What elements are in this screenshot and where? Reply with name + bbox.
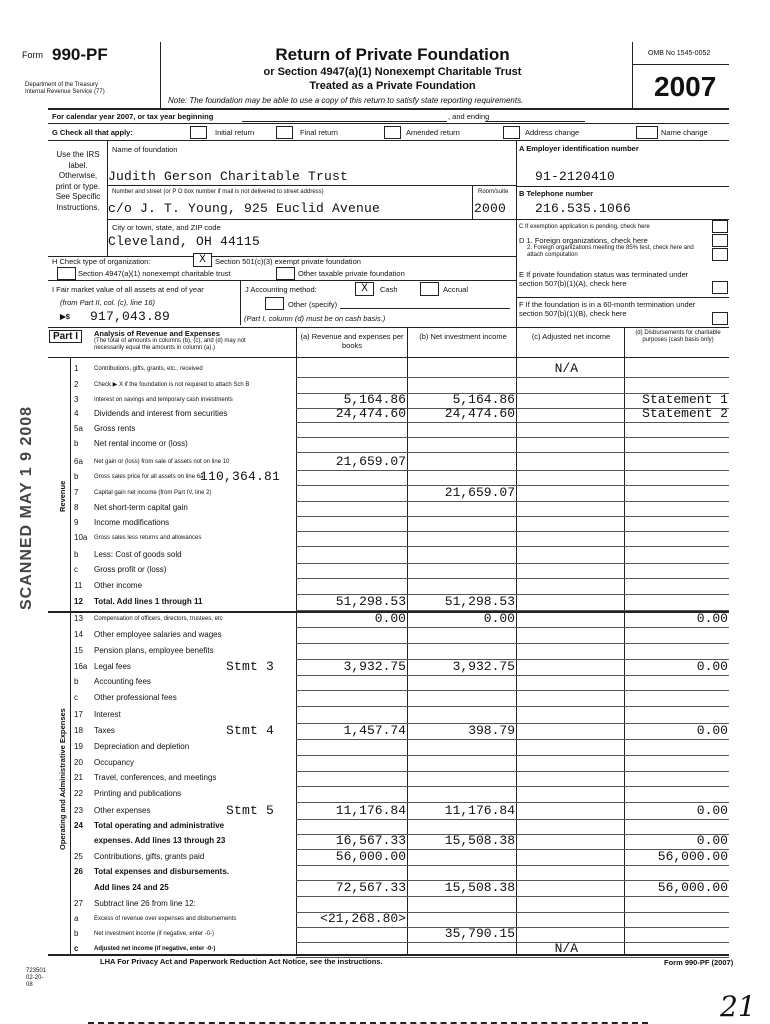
foundation-name: Judith Gerson Charitable Trust <box>108 169 349 184</box>
row-number: 1 <box>74 364 79 373</box>
row-number: 16a <box>74 662 88 671</box>
row-label: Depreciation and depletion <box>94 742 190 751</box>
d2-label: 2. Foreign organizations meeting the 85% test, check here and attach computation <box>527 245 694 258</box>
col-a-value: 24,474.60 <box>335 406 406 421</box>
row-number: 12 <box>74 597 83 606</box>
row-label: Compensation of officers, directors, trustees, etc <box>94 616 223 622</box>
col-a-value: 5,164.86 <box>343 392 406 407</box>
statement-ref: Stmt 3 <box>226 659 275 674</box>
form-number: 990-PF <box>52 45 108 64</box>
other-method-checkbox[interactable] <box>265 297 284 310</box>
col-a-header: (a) Revenue and expenses per books <box>300 332 404 350</box>
row-label: Other employee salaries and wages <box>94 630 222 639</box>
row-label: Gross sales less returns and allowances <box>94 535 202 541</box>
fmv-value: 917,043.89 <box>90 309 171 324</box>
row-label: Taxes <box>94 726 115 735</box>
cash-basis-note: (Part I, column (d) must be on cash basis.) <box>244 314 386 323</box>
row-number: 22 <box>74 789 83 798</box>
row-label: Accounting fees <box>94 677 151 686</box>
col-b-value: 24,474.60 <box>444 406 515 421</box>
col-d-value: 56,000.00 <box>657 849 728 864</box>
scanned-stamp: SCANNED MAY 1 9 2008 <box>18 405 35 610</box>
col-c-value: N/A <box>554 361 578 376</box>
row-label: Total operating and administrative <box>94 821 225 830</box>
row-label: Other expenses <box>94 806 151 815</box>
col-a-value: 51,298.53 <box>335 594 406 609</box>
row-divider <box>296 690 729 691</box>
row-label: Contributions, gifts, grants, etc., received <box>94 366 203 372</box>
j-label: J Accounting method: <box>245 285 317 294</box>
row-label: Net investment income (if negative, enter -0-) <box>94 931 215 937</box>
i-label: I Fair market value of all assets at end of year <box>52 285 204 294</box>
calendar-year-line: For calendar year 2007, or tax year beginning <box>52 112 214 121</box>
col-b-header: (b) Net investment income <box>419 332 507 341</box>
expenses-side-label: Operating and Administrative Expenses <box>58 708 67 850</box>
col-d-value: 0.00 <box>696 659 728 674</box>
col-d-value: Statement 2 <box>642 406 728 421</box>
row-number: a <box>74 914 79 923</box>
city-label: City or town, state, and ZIP code <box>112 223 221 232</box>
col-b-value: 0.00 <box>483 611 515 626</box>
c-checkbox[interactable] <box>712 220 728 233</box>
row-divider <box>296 643 729 644</box>
and-ending: , and ending <box>448 112 490 121</box>
row-number: 14 <box>74 630 83 639</box>
col-b-value: 15,508.38 <box>444 880 515 895</box>
ein-label: A Employer identification number <box>519 144 639 153</box>
row-number: 4 <box>74 409 79 418</box>
row-number: b <box>74 550 79 559</box>
form-title: Return of Private Foundation <box>275 45 510 64</box>
col-b-value: 51,298.53 <box>444 594 515 609</box>
room-suite: 2000 <box>474 201 507 216</box>
row-divider <box>296 501 729 502</box>
form-note: Note: The foundation may be able to use a copy of this return to satisfy state reporting requirements. <box>168 96 524 105</box>
row-number: 7 <box>74 488 79 497</box>
row-divider <box>296 546 729 547</box>
final-return-label: Final return <box>300 128 338 137</box>
col-d-header: (d) Disbursements for charitable purposes (cash basis only) <box>635 330 721 343</box>
row-label: Gross profit or (loss) <box>94 565 167 574</box>
row-label: Printing and publications <box>94 789 182 798</box>
row-number: c <box>74 944 79 953</box>
amended-return-checkbox[interactable] <box>384 126 401 139</box>
row-label: Net short-term capital gain <box>94 503 188 512</box>
col-b-value: 35,790.15 <box>444 926 515 941</box>
h-other-label: Other taxable private foundation <box>298 269 405 278</box>
name-of-foundation-label: Name of foundation <box>112 145 178 154</box>
phone-label: B Telephone number <box>519 189 594 198</box>
row-number: 19 <box>74 742 83 751</box>
row-divider <box>296 452 729 453</box>
statement-ref: Stmt 4 <box>226 723 275 738</box>
col-b-value: 11,176.84 <box>444 803 515 818</box>
e-label: E If private foundation status was terminated under section 507(b)(1)(A), check here <box>519 270 689 288</box>
row-number: 3 <box>74 395 79 404</box>
room-suite-label: Room/suite <box>478 189 509 195</box>
row-label: expenses. Add lines 13 through 23 <box>94 836 226 845</box>
f-checkbox[interactable] <box>712 312 728 325</box>
row-label: Gross rents <box>94 424 136 433</box>
row-divider <box>296 675 729 676</box>
accrual-label: Accrual <box>443 285 469 294</box>
row-divider <box>296 771 729 772</box>
form-code: 723501 02-20-08 <box>26 968 47 988</box>
row-label: Subtract line 26 from line 12: <box>94 899 196 908</box>
row-label: Less: Cost of goods sold <box>94 550 182 559</box>
row-number: 2 <box>74 380 79 389</box>
dept-line1: Department of the Treasury <box>25 82 99 88</box>
row-number: 18 <box>74 726 83 735</box>
col-b-value: 398.79 <box>468 723 515 738</box>
col-c-header: (c) Adjusted net income <box>531 332 611 341</box>
col-d-value: 0.00 <box>696 723 728 738</box>
row-number: 23 <box>74 806 83 815</box>
row-label: Other income <box>94 581 143 590</box>
col-b-value: 21,659.07 <box>444 485 515 500</box>
initial-return-label: Initial return <box>215 128 255 137</box>
h-4947-label: Section 4947(a)(1) nonexempt charitable trust <box>78 269 231 278</box>
statement-ref: Stmt 5 <box>226 803 275 818</box>
accrual-checkbox[interactable] <box>420 282 439 296</box>
row-number: 20 <box>74 758 83 767</box>
row-divider <box>296 578 729 579</box>
row-divider <box>296 755 729 756</box>
row-label: Legal fees <box>94 662 131 671</box>
row-number: 5a <box>74 424 83 433</box>
row-label: Check ▶ X if the foundation is not required to attach Sch B <box>94 382 250 388</box>
row-divider <box>296 819 729 820</box>
h-501c3-label: Section 501(c)(3) exempt private foundation <box>215 257 361 266</box>
row-number: 24 <box>74 821 83 830</box>
city-state-zip: Cleveland, OH 44115 <box>108 234 261 249</box>
col-c-value: N/A <box>554 941 578 956</box>
row-label: Interest <box>94 710 121 719</box>
col-a-value: 21,659.07 <box>335 454 406 469</box>
address-change-checkbox[interactable] <box>503 126 520 139</box>
row-divider <box>296 422 729 423</box>
form-subtitle2: Treated as a Private Foundation <box>309 80 476 92</box>
form-footer: Form 990-PF (2007) <box>664 958 734 967</box>
row-label: Net rental income or (loss) <box>94 439 188 448</box>
row-number: 26 <box>74 867 83 876</box>
cash-label: Cash <box>380 285 398 294</box>
gross-sales-value: 110,364.81 <box>200 469 281 484</box>
analysis-title: Analysis of Revenue and Expenses <box>94 329 220 338</box>
row-divider <box>296 865 729 866</box>
row-number: c <box>74 693 78 702</box>
col-d-value: 0.00 <box>696 611 728 626</box>
final-return-checkbox[interactable] <box>276 126 293 139</box>
row-label: Add lines 24 and 25 <box>94 883 169 892</box>
row-number: 9 <box>74 518 79 527</box>
col-a-value: 72,567.33 <box>335 880 406 895</box>
h-4947-checkbox[interactable] <box>57 267 76 280</box>
row-label: Occupancy <box>94 758 135 767</box>
row-label: Total expenses and disbursements. <box>94 867 230 876</box>
row-divider <box>296 896 729 897</box>
row-number: 15 <box>74 646 83 655</box>
row-label: Adjusted net income (if negative, enter -0-) <box>94 946 216 952</box>
ein-value: 91-2120410 <box>535 169 616 184</box>
col-b-value: 3,932.75 <box>452 659 515 674</box>
row-divider <box>296 563 729 564</box>
revenue-side-label: Revenue <box>58 480 67 512</box>
col-b-value: 5,164.86 <box>452 392 515 407</box>
row-number: 17 <box>74 710 83 719</box>
row-number: 21 <box>74 773 83 782</box>
i-dollar: ▶$ <box>60 312 70 321</box>
d1-label: D 1. Foreign organizations, check here <box>519 236 648 245</box>
analysis-note: (The total of amounts in columns (b), (c), and (d) may not necessarily equal the amounts in column (a).) <box>94 338 246 351</box>
col-b-value: 15,508.38 <box>444 833 515 848</box>
row-label: Capital gain net income (from Part IV, line 2) <box>94 490 212 496</box>
row-divider <box>296 531 729 532</box>
row-divider <box>296 470 729 471</box>
row-label: Net gain or (loss) from sale of assets not on line 10 <box>94 459 230 465</box>
row-divider <box>296 942 729 943</box>
use-irs-label: Use the IRS label. Otherwise, print or type. See Specific Instructions. <box>55 150 101 212</box>
h-other-checkbox[interactable] <box>276 267 295 280</box>
name-change-label: Name change <box>661 128 708 137</box>
f-label: F If the foundation is in a 60-month termination under section 507(b)(1)(B), check here <box>519 300 696 318</box>
part1-label: Part I <box>49 330 82 343</box>
row-label: Dividends and interest from securities <box>94 409 228 418</box>
handwritten-page-number: 21 <box>720 990 756 1023</box>
lha-line: LHA For Privacy Act and Paperwork Reduction Act Notice, see the instructions. <box>100 957 383 966</box>
row-label: Excess of revenue over expenses and disbursements <box>94 916 237 922</box>
street-address: c/o J. T. Young, 925 Euclid Avenue <box>108 201 381 216</box>
row-divider <box>296 516 729 517</box>
row-label: Gross sales price for all assets on line 6a <box>94 474 204 480</box>
col-d-value: 0.00 <box>696 833 728 848</box>
d2-checkbox[interactable] <box>712 248 728 261</box>
row-divider <box>296 706 729 707</box>
col-a-value: 11,176.84 <box>335 803 406 818</box>
row-label: Other professional fees <box>94 693 177 702</box>
dept-line2: Internal Revenue Service (77) <box>25 89 105 95</box>
row-number: c <box>74 565 78 574</box>
row-number: 27 <box>74 899 83 908</box>
name-change-checkbox[interactable] <box>636 126 658 139</box>
row-label: Travel, conferences, and meetings <box>94 773 217 782</box>
row-number: b <box>74 677 79 686</box>
address-change-label: Address change <box>525 128 580 137</box>
row-number: b <box>74 472 79 481</box>
e-checkbox[interactable] <box>712 281 728 294</box>
cash-checkbox[interactable]: X <box>355 282 374 296</box>
row-divider <box>296 786 729 787</box>
street-label: Number and street (or P O box number if mail is not delivered to street address) <box>112 189 324 195</box>
col-a-value: 0.00 <box>374 611 406 626</box>
row-divider <box>296 739 729 740</box>
row-label: Total. Add lines 1 through 11 <box>94 597 203 606</box>
h-501c3-checkbox[interactable]: X <box>193 253 212 267</box>
col-d-value: 0.00 <box>696 803 728 818</box>
row-divider <box>296 437 729 438</box>
phone-value: 216.535.1066 <box>535 201 632 216</box>
amended-return-label: Amended return <box>406 128 460 137</box>
row-number: 25 <box>74 852 83 861</box>
h-label: H Check type of organization: <box>52 257 151 266</box>
row-divider <box>296 627 729 628</box>
col-a-value: <21,268.80> <box>320 911 406 926</box>
row-label: Contributions, gifts, grants paid <box>94 852 205 861</box>
form-prefix: Form <box>22 50 43 60</box>
d1-checkbox[interactable] <box>712 234 728 247</box>
row-label: Income modifications <box>94 518 170 527</box>
row-number: b <box>74 929 79 938</box>
col-a-value: 56,000.00 <box>335 849 406 864</box>
col-a-value: 3,932.75 <box>343 659 406 674</box>
row-number: 11 <box>74 581 83 590</box>
i-from: (from Part II, col. (c), line 16) <box>60 298 156 307</box>
row-label: Pension plans, employee benefits <box>94 646 214 655</box>
row-number: 13 <box>74 614 83 623</box>
other-method-label: Other (specify) <box>288 300 338 309</box>
row-label: Interest on savings and temporary cash investments <box>94 397 233 403</box>
tax-year: 2007 <box>654 71 717 102</box>
check-g-label: G Check all that apply: <box>52 128 133 137</box>
col-a-value: 16,567.33 <box>335 833 406 848</box>
c-label: C If exemption application is pending, check here <box>519 224 650 230</box>
row-number: 6a <box>74 457 83 466</box>
col-d-value: Statement 1 <box>642 392 728 407</box>
row-number: 8 <box>74 503 79 512</box>
form-subtitle1: or Section 4947(a)(1) Nonexempt Charitable Trust <box>263 66 522 78</box>
initial-return-checkbox[interactable] <box>190 126 207 139</box>
col-d-value: 56,000.00 <box>657 880 728 895</box>
row-number: 10a <box>74 533 88 542</box>
omb-number: OMB No 1545-0052 <box>648 50 711 57</box>
row-number: b <box>74 439 79 448</box>
col-a-value: 1,457.74 <box>343 723 406 738</box>
row-divider <box>296 377 729 378</box>
